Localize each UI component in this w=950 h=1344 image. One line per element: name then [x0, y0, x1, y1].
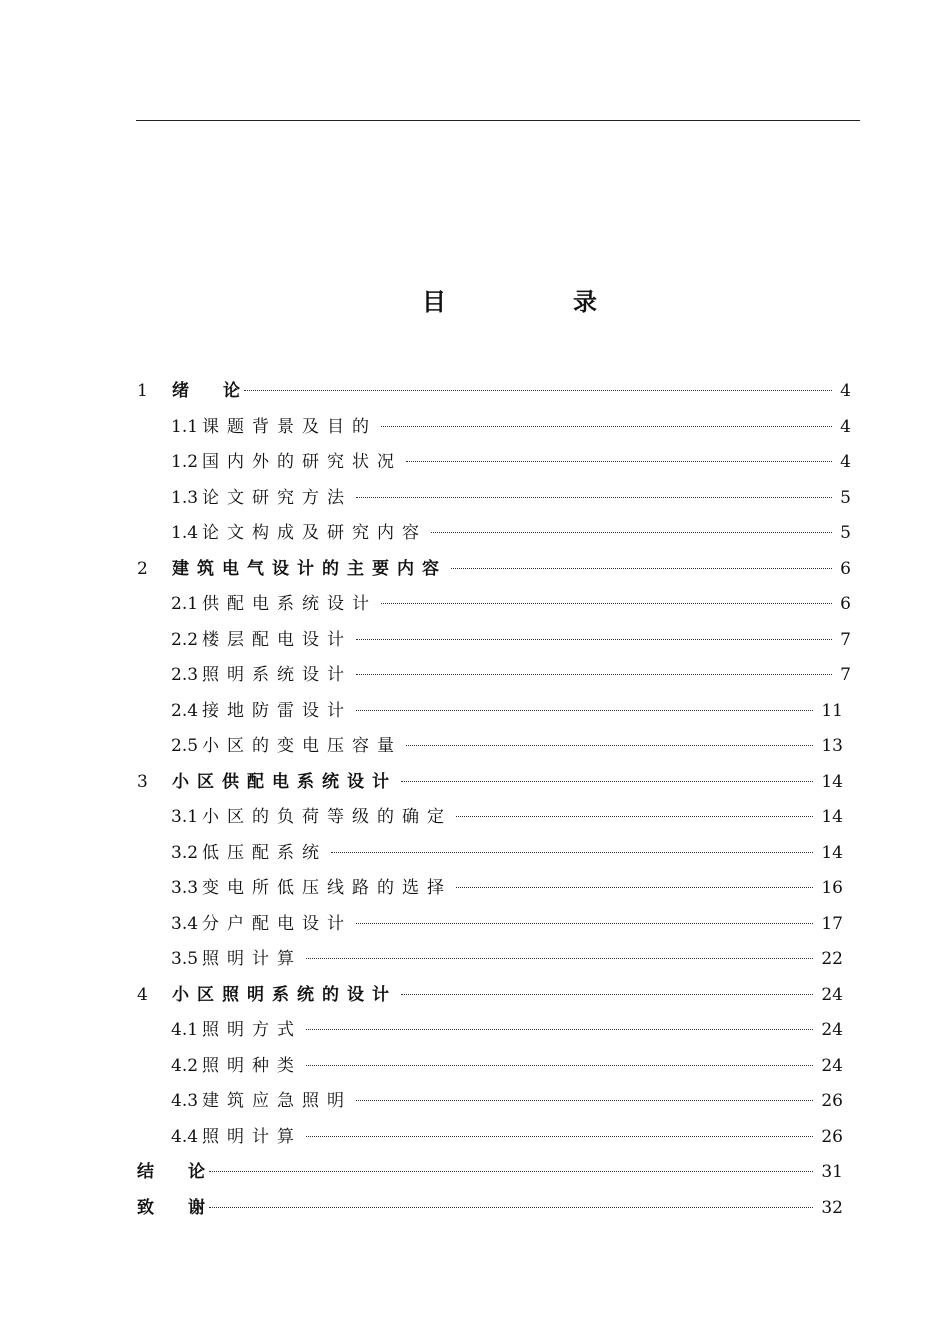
toc-entry-title: 分户配电设计 [202, 913, 353, 934]
toc-title-right: 录 [573, 288, 597, 316]
toc-leader-dots [406, 461, 832, 462]
toc-entry-page: 26 [821, 1091, 843, 1111]
toc-entry[interactable] [171, 518, 851, 548]
toc-entry-number: 1 [137, 381, 148, 401]
toc-entry-number: 3.4 [171, 913, 199, 934]
toc-entry-title: 小区照明系统的设计 [172, 984, 397, 1005]
toc-entry-number: 4.4 [171, 1126, 199, 1147]
toc-entry-title: 建筑应急照明 [202, 1091, 353, 1111]
toc-entry-title: 结 论 [137, 1162, 205, 1182]
toc-entry[interactable] [171, 873, 843, 903]
toc-entry-page: 24 [821, 984, 843, 1005]
toc-entry-title: 国内外的研究状况 [202, 452, 403, 472]
toc-entry-number: 2.4 [171, 700, 199, 721]
toc-entry-page: 22 [821, 949, 843, 969]
toc-leader-dots [431, 532, 832, 533]
toc-leader-dots [306, 958, 813, 959]
toc-leader-dots [356, 497, 832, 498]
toc-leader-dots [209, 1207, 813, 1208]
toc-entry-page: 24 [821, 1020, 843, 1040]
toc-entry-number: 2.1 [171, 594, 199, 614]
toc-entry-page: 5 [840, 487, 851, 508]
toc-entry-number: 4.1 [171, 1020, 199, 1040]
toc-entry-page: 6 [840, 558, 851, 579]
toc-entry-title: 低压配系统 [202, 842, 328, 863]
toc-entry-page: 32 [821, 1197, 843, 1218]
toc-entry-title: 接地防雷设计 [202, 700, 353, 721]
toc-entry-number: 3.5 [171, 949, 199, 969]
toc-entry[interactable] [171, 944, 843, 974]
toc-entry-title: 变电所低压线路的选择 [202, 878, 453, 898]
toc-entry[interactable] [171, 909, 843, 939]
toc-entry[interactable] [171, 838, 843, 868]
toc-entry[interactable] [137, 1193, 843, 1223]
toc-entry-title: 照明种类 [202, 1055, 303, 1076]
toc-entry-number: 1.3 [171, 487, 199, 508]
toc-entry-number: 2 [137, 558, 148, 579]
toc-entry-number: 2.2 [171, 629, 199, 650]
toc-entry-title: 供配电系统设计 [202, 594, 378, 614]
toc-entry[interactable] [137, 980, 843, 1010]
toc-entry-number: 4 [137, 984, 148, 1005]
toc-entry[interactable] [171, 1086, 843, 1116]
toc-entry-number: 4.2 [171, 1055, 199, 1076]
toc-entry-page: 14 [821, 842, 843, 863]
toc-leader-dots [381, 426, 832, 427]
toc-entry-title: 论文研究方法 [202, 487, 353, 508]
toc-entry-page: 6 [840, 594, 851, 614]
toc-entry-page: 24 [821, 1055, 843, 1076]
toc-entry-page: 14 [821, 807, 843, 827]
toc-leader-dots [401, 994, 813, 995]
toc-entry-number: 3.2 [171, 842, 199, 863]
toc-leader-dots [401, 781, 813, 782]
toc-leader-dots [356, 1100, 813, 1101]
toc-title-left: 目 [422, 288, 446, 316]
toc-entry-page: 11 [821, 700, 843, 721]
toc-leader-dots [406, 745, 813, 746]
toc-entry-page: 31 [821, 1162, 843, 1182]
toc-entry-number: 2.5 [171, 736, 199, 756]
toc-leader-dots [244, 390, 832, 391]
toc-entry-number: 2.3 [171, 665, 199, 685]
toc-entry-page: 4 [840, 452, 851, 472]
toc-leader-dots [209, 1171, 813, 1172]
toc-entry[interactable] [171, 483, 851, 513]
toc-entry-title: 照明系统设计 [202, 665, 353, 685]
toc-entry[interactable] [137, 554, 851, 584]
toc-entry-title: 小区的变电压容量 [202, 736, 403, 756]
toc-entry-page: 17 [821, 913, 843, 934]
toc-entry-title: 致 谢 [137, 1197, 205, 1218]
toc-entry-page: 26 [821, 1126, 843, 1147]
toc-entry-title: 小区的负荷等级的确定 [202, 807, 453, 827]
toc-entry-page: 14 [821, 771, 843, 792]
toc-entry-title: 小区供配电系统设计 [172, 771, 397, 792]
toc-leader-dots [451, 568, 832, 569]
toc-entry-page: 5 [840, 523, 851, 543]
toc-entry[interactable] [171, 731, 843, 761]
toc-leader-dots [356, 923, 813, 924]
toc-entry[interactable] [171, 696, 843, 726]
toc-leader-dots [356, 710, 813, 711]
toc-entry-page: 16 [821, 878, 843, 898]
header-rule [136, 120, 860, 121]
toc-entry[interactable] [171, 1051, 843, 1081]
toc-entry-number: 1.4 [171, 523, 199, 543]
toc-leader-dots [456, 816, 813, 817]
toc-entry[interactable] [171, 802, 843, 832]
toc-leader-dots [331, 852, 813, 853]
toc-entry[interactable] [171, 412, 851, 442]
toc-entry-title: 论文构成及研究内容 [202, 523, 428, 543]
toc-leader-dots [306, 1065, 813, 1066]
toc-entry-page: 4 [840, 416, 851, 437]
toc-leader-dots [381, 603, 832, 604]
toc-leader-dots [456, 887, 813, 888]
toc-entry[interactable] [171, 447, 851, 477]
toc-entry[interactable] [137, 1157, 843, 1187]
toc-entry-page: 7 [840, 665, 851, 685]
toc-entry-number: 3 [137, 771, 148, 792]
toc-entry-title: 课题背景及目的 [202, 416, 378, 437]
toc-leader-dots [356, 674, 832, 675]
toc-entry-title: 建筑电气设计的主要内容 [172, 558, 447, 579]
toc-entry-page: 4 [840, 381, 851, 401]
toc-entry[interactable] [171, 660, 851, 690]
toc-entry-number: 1.1 [171, 416, 199, 437]
toc-entry-number: 1.2 [171, 452, 199, 472]
toc-entry-page: 7 [840, 629, 851, 650]
toc-entry[interactable] [137, 376, 851, 406]
toc-entry-number: 3.1 [171, 807, 199, 827]
toc-entry-title: 照明计算 [202, 1126, 303, 1147]
toc-entry-number: 3.3 [171, 878, 199, 898]
toc-entry-page: 13 [821, 736, 843, 756]
toc-entry-title: 绪 论 [172, 381, 240, 401]
toc-entry[interactable] [171, 625, 851, 655]
toc-entry[interactable] [171, 1015, 843, 1045]
toc-entry-title: 楼层配电设计 [202, 629, 353, 650]
toc-entry-title: 照明方式 [202, 1020, 303, 1040]
toc-leader-dots [306, 1029, 813, 1030]
toc-leader-dots [356, 639, 832, 640]
toc-entry-number: 4.3 [171, 1091, 199, 1111]
toc-entry[interactable] [171, 589, 851, 619]
toc-entry[interactable] [137, 767, 843, 797]
toc-entry[interactable] [171, 1122, 843, 1152]
toc-leader-dots [306, 1136, 813, 1137]
toc-entry-title: 照明计算 [202, 949, 303, 969]
